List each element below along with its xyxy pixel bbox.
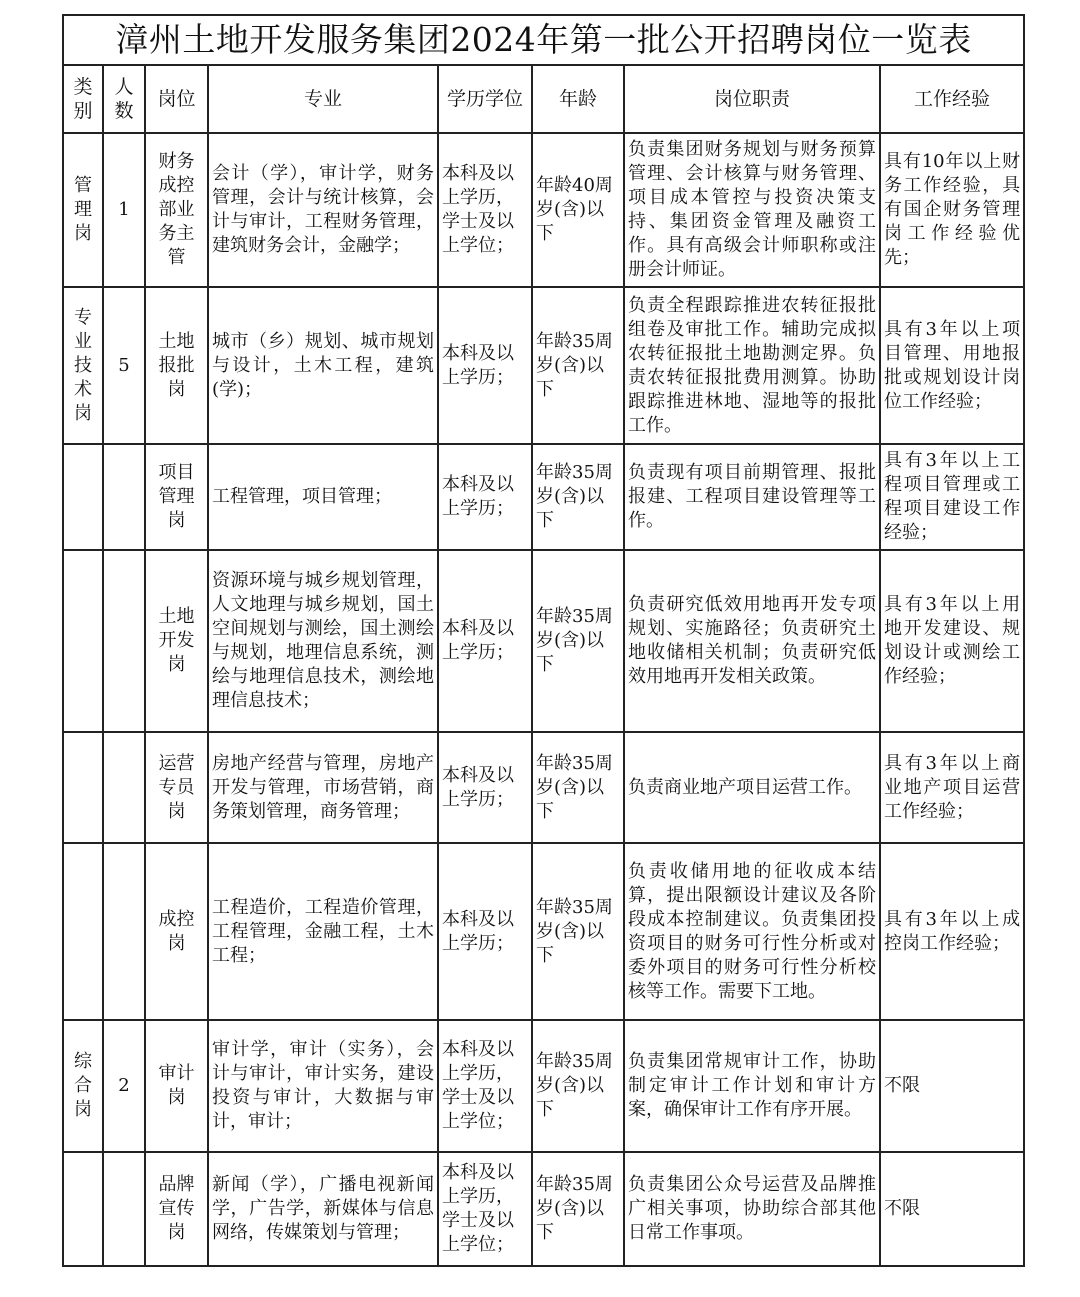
table-row [63, 444, 1024, 550]
cell-position: 成控岗 [145, 843, 208, 1020]
header-row [63, 65, 1024, 133]
cell-duties: 负责全程跟踪推进农转征报批组卷及审批工作。辅助完成拟农转征报批土地勘测定界。负责农转征报批费用测算。协助跟踪推进林地、湿地等的报批工作。 [624, 287, 880, 444]
positions-table [62, 14, 1025, 1267]
table-row [63, 133, 1024, 287]
cell-education: 本科及以上学历； [438, 732, 532, 843]
cell-experience: 具有3年以上商业地产项目运营工作经验； [880, 732, 1024, 843]
cell-education: 本科及以上学历； [438, 843, 532, 1020]
cell-position: 财务成控部业务主管 [145, 133, 208, 287]
cell-major: 房地产经营与管理，房地产开发与管理，市场营销，商务策划管理，商务管理； [208, 732, 438, 843]
cell-count [103, 843, 145, 1020]
cell-position: 土地开发岗 [145, 550, 208, 732]
cell-duties: 负责研究低效用地再开发专项规划、实施路径；负责研究土地收储相关机制；负责研究低效用地再开发相关政策。 [624, 550, 880, 732]
cell-category [63, 843, 103, 1020]
cell-major: 会计（学），审计学，财务管理，会计与统计核算，会计与审计，工程财务管理，建筑财务会计，金融学； [208, 133, 438, 287]
cell-age: 年龄35周岁(含)以下 [532, 287, 624, 444]
table-row [63, 732, 1024, 843]
cell-duties: 负责商业地产项目运营工作。 [624, 732, 880, 843]
header-duties: 岗位职责 [624, 65, 880, 133]
cell-major: 审计学，审计（实务），会计与审计，审计实务，建设投资与审计，大数据与审计，审计； [208, 1020, 438, 1152]
cell-duties: 负责集团公众号运营及品牌推广相关事项，协助综合部其他日常工作事项。 [624, 1152, 880, 1266]
cell-category [63, 732, 103, 843]
cell-count [103, 732, 145, 843]
cell-count: 2 [103, 1020, 145, 1152]
table-row [63, 1152, 1024, 1266]
header-category: 类别 [63, 65, 103, 133]
cell-category: 管理岗 [63, 133, 103, 287]
cell-position: 审计岗 [145, 1020, 208, 1152]
cell-experience: 具有3年以上项目管理、用地报批或规划设计岗位工作经验； [880, 287, 1024, 444]
header-major: 专业 [208, 65, 438, 133]
cell-age: 年龄35周岁(含)以下 [532, 843, 624, 1020]
cell-major: 资源环境与城乡规划管理，人文地理与城乡规划，国土空间规划与测绘，国土测绘与规划，地理信息系统，测绘与地理信息技术，测绘地理信息技术； [208, 550, 438, 732]
cell-experience: 具有3年以上工程项目管理或工程项目建设工作经验； [880, 444, 1024, 550]
cell-category [63, 550, 103, 732]
cell-duties: 负责收储用地的征收成本结算，提出限额设计建议及各阶段成本控制建议。负责集团投资项目的财务可行性分析或对委外项目的财务可行性分析校核等工作。需要下工地。 [624, 843, 880, 1020]
cell-category [63, 444, 103, 550]
cell-age: 年龄35周岁(含)以下 [532, 1020, 624, 1152]
cell-education: 本科及以上学历，学士及以上学位； [438, 1020, 532, 1152]
cell-age: 年龄35周岁(含)以下 [532, 1152, 624, 1266]
cell-duties: 负责集团常规审计工作，协助制定审计工作计划和审计方案，确保审计工作有序开展。 [624, 1020, 880, 1152]
cell-age: 年龄40周岁(含)以下 [532, 133, 624, 287]
cell-category: 专业技术岗 [63, 287, 103, 444]
cell-age: 年龄35周岁(含)以下 [532, 550, 624, 732]
cell-age: 年龄35周岁(含)以下 [532, 732, 624, 843]
cell-education: 本科及以上学历； [438, 550, 532, 732]
cell-duties: 负责集团财务规划与财务预算管理、会计核算与财务管理、项目成本管控与投资决策支持、集团资金管理及融资工作。具有高级会计师职称或注册会计师证。 [624, 133, 880, 287]
cell-position: 项目管理岗 [145, 444, 208, 550]
cell-count [103, 444, 145, 550]
header-age: 年龄 [532, 65, 624, 133]
cell-category: 综合岗 [63, 1020, 103, 1152]
header-experience: 工作经验 [880, 65, 1024, 133]
cell-duties: 负责现有项目前期管理、报批报建、工程项目建设管理等工作。 [624, 444, 880, 550]
cell-experience: 具有3年以上成控岗工作经验； [880, 843, 1024, 1020]
cell-count: 5 [103, 287, 145, 444]
cell-experience: 具有3年以上用地开发建设、规划设计或测绘工作经验； [880, 550, 1024, 732]
cell-major: 新闻（学），广播电视新闻学，广告学，新媒体与信息网络，传媒策划与管理； [208, 1152, 438, 1266]
cell-education: 本科及以上学历，学士及以上学位； [438, 133, 532, 287]
cell-experience: 具有10年以上财务工作经验，具有国企财务管理岗工作经验优先； [880, 133, 1024, 287]
cell-position: 运营专员岗 [145, 732, 208, 843]
cell-education: 本科及以上学历，学士及以上学位； [438, 1152, 532, 1266]
page-title: 漳州土地开发服务集团2024年第一批公开招聘岗位一览表 [63, 15, 1024, 65]
cell-major: 城市（乡）规划、城市规划与设计，土木工程，建筑(学)； [208, 287, 438, 444]
cell-count: 1 [103, 133, 145, 287]
cell-category [63, 1152, 103, 1266]
header-position: 岗位 [145, 65, 208, 133]
table-row [63, 287, 1024, 444]
header-education: 学历学位 [438, 65, 532, 133]
cell-education: 本科及以上学历； [438, 444, 532, 550]
cell-major: 工程造价，工程造价管理，工程管理，金融工程，土木工程； [208, 843, 438, 1020]
cell-position: 土地报批岗 [145, 287, 208, 444]
cell-major: 工程管理，项目管理； [208, 444, 438, 550]
table-row [63, 550, 1024, 732]
table-row [63, 843, 1024, 1020]
cell-education: 本科及以上学历； [438, 287, 532, 444]
cell-experience: 不限 [880, 1020, 1024, 1152]
recruitment-sheet [62, 14, 1023, 1267]
table-row [63, 1020, 1024, 1152]
cell-experience: 不限 [880, 1152, 1024, 1266]
cell-count [103, 1152, 145, 1266]
cell-age: 年龄35周岁(含)以下 [532, 444, 624, 550]
cell-position: 品牌宣传岗 [145, 1152, 208, 1266]
header-count: 人数 [103, 65, 145, 133]
cell-count [103, 550, 145, 732]
